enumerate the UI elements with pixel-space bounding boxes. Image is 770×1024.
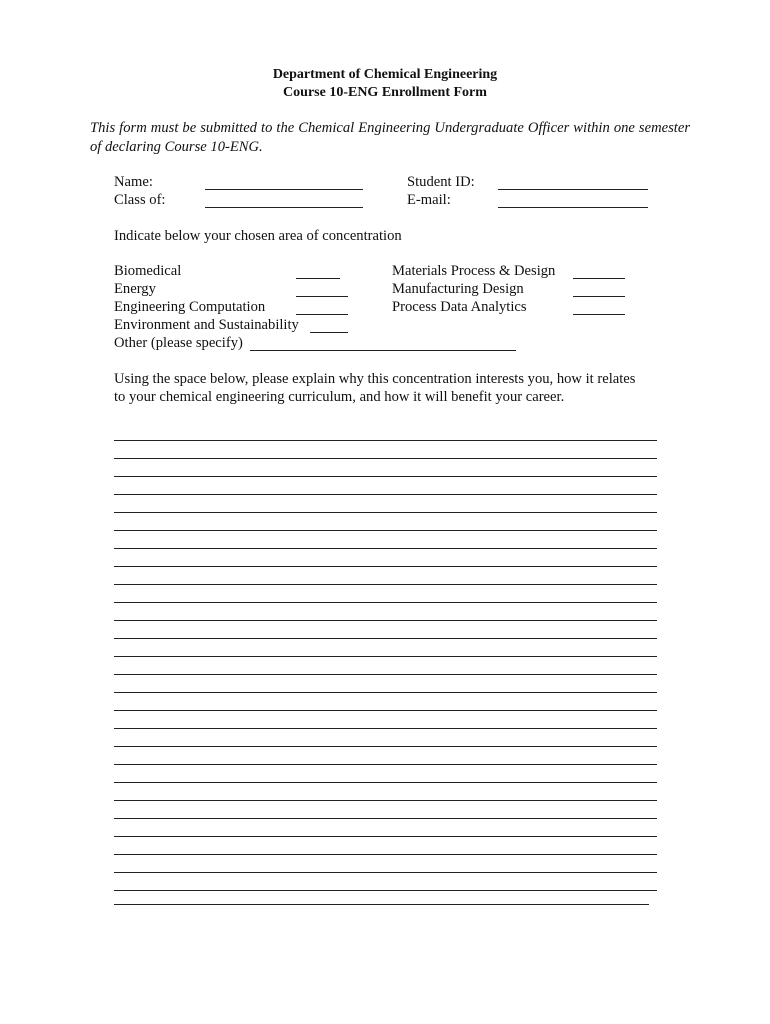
answer-line[interactable] (114, 674, 657, 675)
name-label: Name: (114, 174, 153, 190)
answer-line[interactable] (114, 530, 657, 531)
answer-line[interactable] (114, 656, 657, 657)
materials-process-design-blank[interactable] (573, 278, 625, 279)
email-field[interactable] (498, 207, 648, 208)
answer-line[interactable] (114, 692, 657, 693)
option-biomedical: Biomedical (114, 263, 182, 279)
answer-line[interactable] (114, 440, 657, 441)
option-manufacturing-design: Manufacturing Design (392, 281, 524, 297)
option-engineering-computation: Engineering Computation (114, 299, 266, 315)
answer-line[interactable] (114, 566, 657, 567)
option-environment-sustainability: Environment and Sustainability (114, 317, 299, 333)
option-energy: Energy (114, 281, 156, 297)
answer-line[interactable] (114, 494, 657, 495)
class-of-field[interactable] (205, 207, 363, 208)
explanation-prompt-line-1: Using the space below, please explain why this concentration interests you, how it relates (114, 371, 636, 387)
option-materials-process-design: Materials Process & Design (392, 263, 556, 279)
process-data-analytics-blank[interactable] (573, 314, 625, 315)
name-field[interactable] (205, 189, 363, 190)
answer-line[interactable] (114, 818, 657, 819)
answer-line[interactable] (114, 620, 657, 621)
answer-line[interactable] (114, 746, 657, 747)
biomedical-blank[interactable] (296, 278, 340, 279)
form-title: Course 10-ENG Enrollment Form (283, 85, 487, 100)
manufacturing-design-blank[interactable] (573, 296, 625, 297)
answer-line[interactable] (114, 836, 657, 837)
answer-line[interactable] (114, 710, 657, 711)
option-other-label: Other (please specify) (114, 335, 243, 351)
class-of-label: Class of: (114, 192, 166, 208)
concentration-prompt: Indicate below your chosen area of concentration (114, 228, 402, 244)
energy-blank[interactable] (296, 296, 348, 297)
student-id-field[interactable] (498, 189, 648, 190)
environment-sustainability-blank[interactable] (310, 332, 348, 333)
email-label: E-mail: (407, 192, 451, 208)
answer-line[interactable] (114, 854, 657, 855)
other-specify-field[interactable] (250, 350, 516, 351)
answer-line[interactable] (114, 782, 657, 783)
answer-line[interactable] (114, 764, 657, 765)
explanation-prompt-line-2: to your chemical engineering curriculum, and how it will benefit your career. (114, 389, 565, 405)
answer-line[interactable] (114, 476, 657, 477)
answer-line[interactable] (114, 548, 657, 549)
answer-line[interactable] (114, 512, 657, 513)
department-heading: Department of Chemical Engineering (272, 67, 498, 82)
answer-line[interactable] (114, 890, 657, 891)
answer-line[interactable] (114, 872, 657, 873)
submission-instructions: This form must be submitted to the Chemical Engineering Undergraduate Officer within one semester of declaring Course 10-ENG. (90, 120, 690, 155)
answer-line[interactable] (114, 602, 657, 603)
answer-line[interactable] (114, 728, 657, 729)
answer-line[interactable] (114, 800, 657, 801)
option-process-data-analytics: Process Data Analytics (392, 299, 527, 315)
answer-line[interactable] (114, 584, 657, 585)
engineering-computation-blank[interactable] (296, 314, 348, 315)
student-id-label: Student ID: (407, 174, 475, 190)
answer-line[interactable] (114, 638, 657, 639)
answer-line[interactable] (114, 904, 649, 905)
answer-line[interactable] (114, 458, 657, 459)
